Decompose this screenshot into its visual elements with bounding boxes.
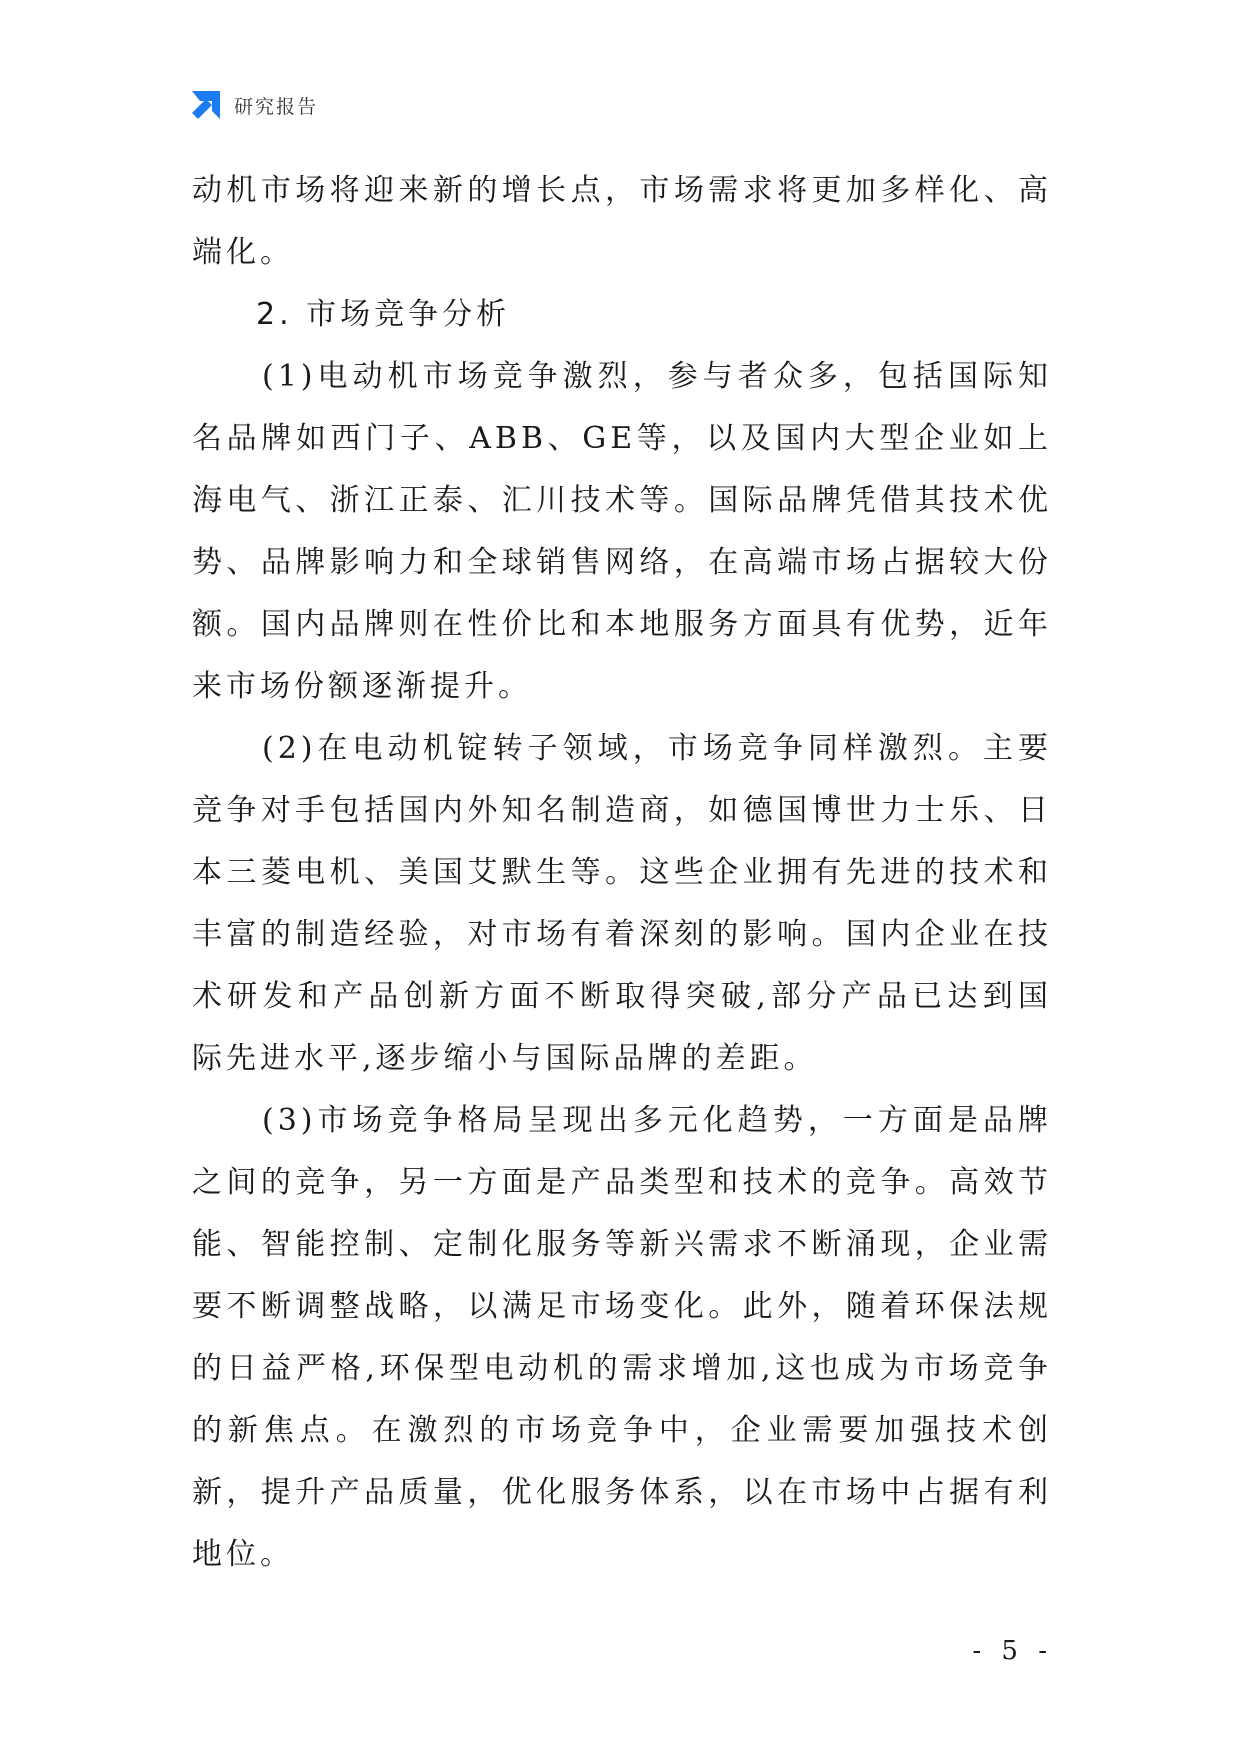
arrow-up-right-icon: [190, 89, 222, 121]
intro-paragraph: 动机市场将迎来新的增长点，市场需求将更加多样化、高端化。: [192, 173, 1052, 270]
document-body: [192, 160, 1052, 1586]
page-number: - 5 -: [972, 1636, 1053, 1666]
paragraph-2: (2)在电动机锭转子领域，市场竞争同样激烈。主要竞争对手包括国内外知名制造商，如德国博世力士乐、日本三菱电机、美国艾默生等。这些企业拥有先进的技术和丰富的制造经验，对市场有着深刻的影响。国内企业在技术研发和产品创新方面不断取得突破,部分产品已达到国际先进水平,逐步缩小与国际品牌的差距。: [192, 731, 1052, 1076]
page-header: [190, 88, 318, 122]
paragraph-3: (3)市场竞争格局呈现出多元化趋势，一方面是品牌之间的竞争，另一方面是产品类型和技术的竞争。高效节能、智能控制、定制化服务等新兴需求不断涌现，企业需要不断调整战略，以满足市场变化。此外，随着环保法规的日益严格,环保型电动机的需求增加,这也成为市场竞争的新焦点。在激烈的市场竞争中，企业需要加强技术创新，提升产品质量，优化服务体系，以在市场中占据有利地位。: [192, 1103, 1052, 1572]
section-heading: 2. 市场竞争分析: [256, 297, 511, 332]
header-title: 研究报告: [234, 95, 319, 118]
paragraph-1: (1)电动机市场竞争激烈，参与者众多，包括国际知名品牌如西门子、ABB、GE等，以及国内大型企业如上海电气、浙江正泰、汇川技术等。国际品牌凭借其技术优势、品牌影响力和全球销售网络，在高端市场占据较大份额。国内品牌则在性价比和本地服务方面具有优势，近年来市场份额逐渐提升。: [192, 359, 1052, 704]
